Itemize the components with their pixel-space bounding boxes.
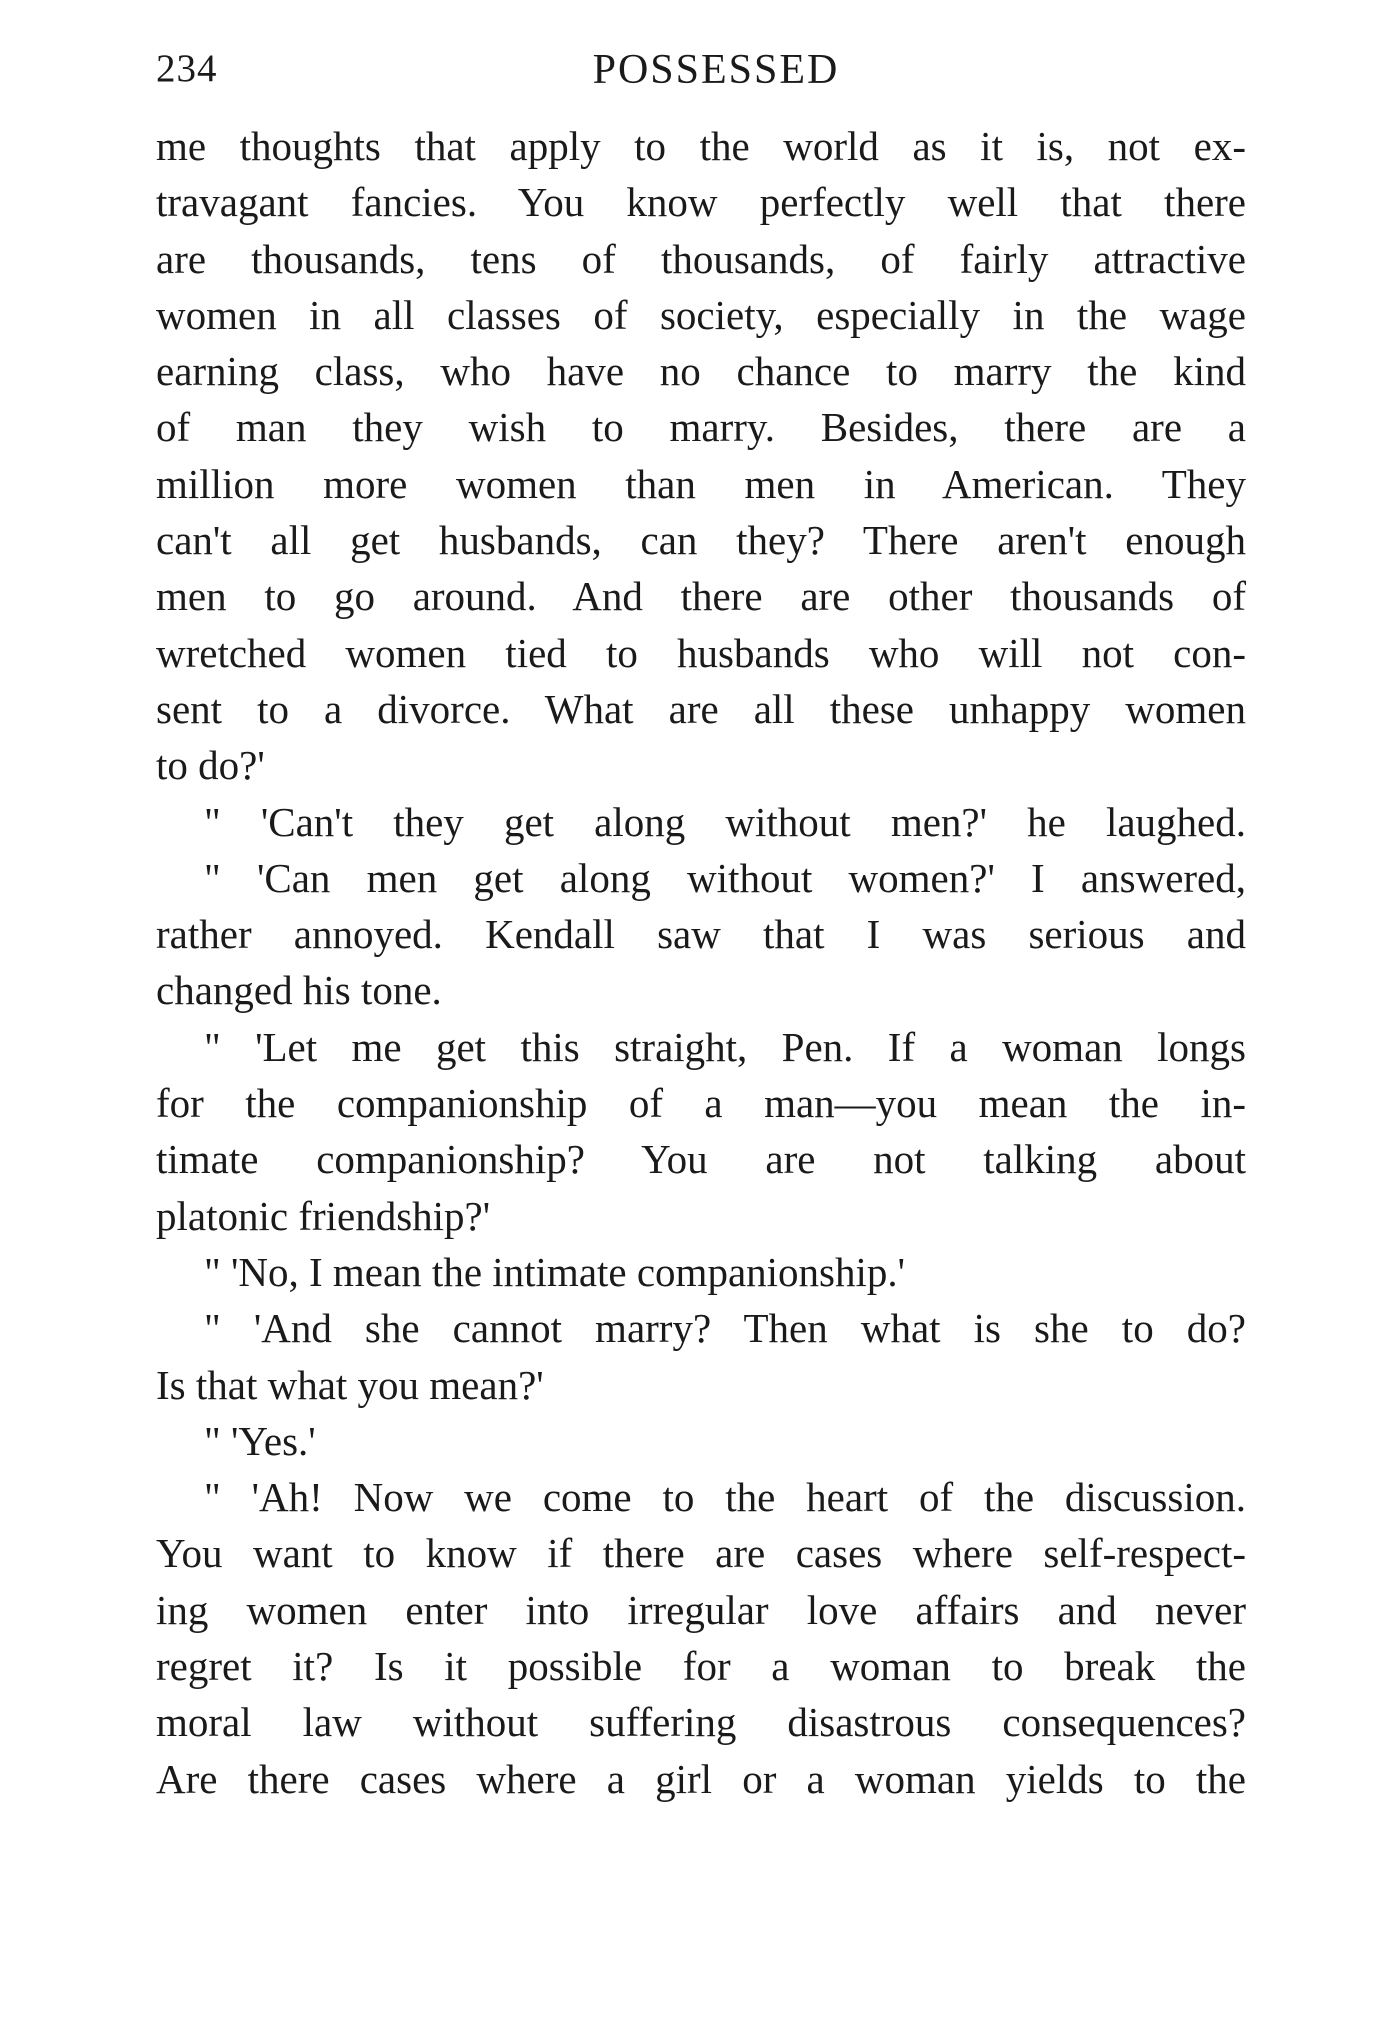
text-line: " 'Yes.' [204, 1417, 316, 1464]
text-line: " 'Can men get along without women?' I answered, [204, 854, 1246, 901]
running-title: POSSESSED [592, 47, 840, 93]
text-line: Are there cases where a girl or a woman yields to the [156, 1755, 1246, 1802]
text-line: of man they wish to marry. Besides, there are a [156, 404, 1246, 451]
body-text [156, 118, 1246, 1807]
text-line: earning class, who have no chance to marry the kind [156, 348, 1246, 395]
text-line: rather annoyed. Kendall saw that I was serious and [156, 911, 1246, 958]
text-line: Is that what you mean?' [156, 1361, 544, 1408]
text-line: regret it? Is it possible for a woman to break the [156, 1643, 1246, 1690]
text-line: changed his tone. [156, 967, 442, 1014]
text-line: " 'No, I mean the intimate companionship.' [204, 1248, 906, 1295]
text-line: sent to a divorce. What are all these unhappy women [156, 685, 1246, 732]
text-line: ing women enter into irregular love affairs and never [156, 1586, 1246, 1633]
text-line: men to go around. And there are other thousands of [156, 573, 1246, 620]
text-line: You want to know if there are cases where self-respect- [156, 1530, 1246, 1577]
text-line: wretched women tied to husbands who will not con- [156, 629, 1246, 676]
text-line: are thousands, tens of thousands, of fairly attractive [156, 235, 1246, 282]
text-line: women in all classes of society, especially in the wage [156, 291, 1246, 338]
text-line: can't all get husbands, can they? There aren't enough [156, 517, 1246, 564]
text-line: platonic friendship?' [156, 1192, 491, 1239]
text-line: to do?' [156, 742, 265, 789]
text-line: " 'Let me get this straight, Pen. If a woman longs [204, 1023, 1246, 1070]
text-line: travagant fancies. You know perfectly well that there [156, 179, 1246, 226]
text-line: timate companionship? You are not talking about [156, 1136, 1246, 1183]
running-head [156, 38, 1246, 98]
text-line: me thoughts that apply to the world as it is, not ex- [156, 123, 1246, 169]
page-number: 234 [156, 47, 218, 90]
text-line: " 'And she cannot marry? Then what is she to do? [204, 1305, 1246, 1352]
text-line: for the companionship of a man—you mean the in- [156, 1080, 1246, 1127]
text-line: moral law without suffering disastrous consequences? [156, 1699, 1246, 1746]
text-line: million more women than men in American. They [156, 460, 1246, 507]
text-line: " 'Ah! Now we come to the heart of the discussion. [204, 1474, 1246, 1521]
text-line: " 'Can't they get along without men?' he laughed. [204, 798, 1246, 845]
